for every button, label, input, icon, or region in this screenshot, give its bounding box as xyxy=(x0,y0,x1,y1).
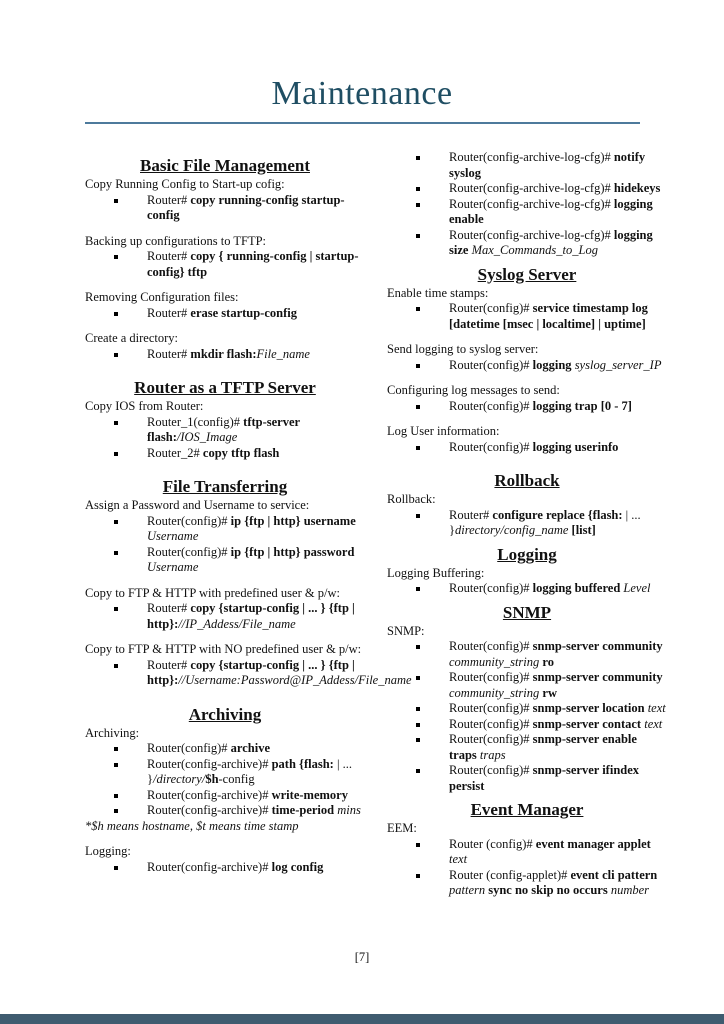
command-text-segment: //IP_Addess/File_name xyxy=(178,616,296,631)
command-item xyxy=(85,860,365,876)
page-number: [7] xyxy=(354,950,370,964)
command-text-segment: mins xyxy=(337,803,361,817)
command-item xyxy=(387,732,667,763)
group-label: Assign a Password and Username to service: xyxy=(85,498,310,512)
command-item xyxy=(387,301,667,332)
spacer xyxy=(85,576,365,586)
command-text-segment: community_string xyxy=(449,654,543,669)
spacer xyxy=(85,321,365,331)
spacer xyxy=(85,362,365,372)
spacer xyxy=(85,461,365,471)
command-text-segment: logging enable xyxy=(449,196,653,226)
command-item xyxy=(85,249,365,280)
command-text-segment: logging userinfo xyxy=(532,439,619,454)
section-heading: Basic File Management xyxy=(140,156,310,175)
command-item xyxy=(387,639,667,670)
command-text-segment: community_string xyxy=(449,685,543,700)
command-list xyxy=(387,639,667,794)
command-item xyxy=(387,150,667,181)
command-text-segment: Router# xyxy=(449,507,493,522)
command-text-segment: copy { running-config | startup-config} tftp xyxy=(147,249,359,279)
section-heading: SNMP xyxy=(502,602,552,622)
command-text-segment: rw xyxy=(542,685,557,700)
command-item xyxy=(387,228,667,259)
command-item xyxy=(85,306,365,322)
section-heading: File Transferring xyxy=(162,477,288,496)
command-text-segment: -config xyxy=(218,772,255,786)
command-text-segment: Router(config)# xyxy=(449,716,533,731)
group-label: Copy to FTP & HTTP with predefined user & p/w: xyxy=(85,585,340,600)
group-label: Rollback: xyxy=(387,492,436,506)
command-text-segment: Router(config)# xyxy=(449,639,533,653)
command-text-segment: text xyxy=(647,701,666,715)
command-list xyxy=(387,399,667,415)
group-label: SNMP: xyxy=(387,623,425,638)
command-text-segment: Router(config-archive-log-cfg)# xyxy=(449,181,614,195)
command-list xyxy=(387,508,667,539)
command-text-segment: text xyxy=(644,716,663,731)
command-list xyxy=(85,249,365,280)
command-text-segment: ip {ftp | http} password xyxy=(230,544,355,559)
command-text-segment: Router (config-applet)# xyxy=(449,867,571,882)
group-label: Removing Configuration files: xyxy=(85,290,239,304)
command-text-segment: snmp-server location xyxy=(532,701,648,715)
command-text-segment: [list] xyxy=(571,523,596,537)
command-text-segment: | ... } xyxy=(147,756,352,786)
command-text-segment: Router_2# xyxy=(147,445,203,460)
command-text-segment: Router# xyxy=(147,192,191,207)
command-text-segment: log config xyxy=(271,859,324,874)
command-text-segment: Router# xyxy=(147,601,191,615)
command-text-segment: event manager applet xyxy=(535,836,651,851)
spacer xyxy=(85,280,365,290)
spacer xyxy=(85,632,365,642)
command-item xyxy=(85,601,365,632)
content-columns xyxy=(0,124,724,899)
group-label: Copy to FTP & HTTP with NO predefined user & p/w: xyxy=(85,642,362,656)
spacer xyxy=(387,414,667,424)
command-text-segment: Router(config)# xyxy=(449,581,533,595)
section-heading: Event Manager xyxy=(470,800,584,819)
section-heading: Logging xyxy=(497,544,557,564)
command-text-segment: snmp-server community xyxy=(532,639,663,653)
command-list xyxy=(387,581,667,597)
command-text-segment: copy {startup-config | ... } {ftp | http}: xyxy=(147,657,355,687)
command-text-segment: pattern xyxy=(449,883,489,897)
command-text-segment: Router(config-archive)# xyxy=(147,787,272,802)
command-list xyxy=(85,415,365,462)
command-text-segment: notify syslog xyxy=(449,150,646,180)
command-item xyxy=(387,701,667,717)
command-text-segment: Router# xyxy=(147,346,191,361)
command-item xyxy=(387,717,667,733)
command-list xyxy=(85,657,412,689)
command-text-segment: Router(config)# xyxy=(449,670,533,684)
page-title: Maintenance xyxy=(271,75,453,112)
command-text-segment: ro xyxy=(542,654,554,669)
command-text-segment: archive xyxy=(230,741,270,755)
command-text-segment: Router(config-archive-log-cfg)# xyxy=(449,196,614,211)
command-text-segment: copy {startup-config | ... } {ftp | http}: xyxy=(147,601,355,631)
command-item xyxy=(85,545,365,576)
command-text-segment: Router# xyxy=(147,305,191,320)
command-text-segment: service timestamp log [datetime [msec | localtime] | uptime] xyxy=(449,301,648,331)
command-text-segment: snmp-server community xyxy=(532,670,663,684)
group-label: Send logging to syslog server: xyxy=(387,342,539,356)
command-text-segment: mkdir flash: xyxy=(190,346,257,361)
command-text-segment: Router(config)# xyxy=(449,732,533,746)
command-text-segment: Router(config)# xyxy=(449,439,533,454)
footnote: *$h means hostname, $t means time stamp xyxy=(85,818,299,833)
command-list xyxy=(85,347,365,363)
command-item xyxy=(85,757,365,788)
command-text-segment: tftp-server flash: xyxy=(147,414,300,444)
command-text-segment: Router(config)# xyxy=(147,741,231,755)
command-item xyxy=(85,446,365,462)
command-text-segment: | ... } xyxy=(449,507,641,537)
command-text-segment: logging trap [0 - 7] xyxy=(532,398,632,413)
column-right xyxy=(387,150,667,899)
group-label: Copy Running Config to Start-up cofig: xyxy=(85,177,285,191)
command-text-segment: /IOS_Image xyxy=(176,430,238,444)
command-item xyxy=(387,868,667,899)
group-label: Archiving: xyxy=(85,725,140,740)
command-item xyxy=(85,347,365,363)
command-item xyxy=(387,837,667,868)
group-label: Copy IOS from Router: xyxy=(85,399,204,413)
command-list xyxy=(85,193,365,224)
command-text-segment: Router(config-archive)# xyxy=(147,803,272,817)
group-label: Logging: xyxy=(85,844,131,858)
command-text-segment: Router(config-archive-log-cfg)# xyxy=(449,150,614,164)
command-text-segment: copy tftp flash xyxy=(202,445,280,460)
spacer xyxy=(387,332,667,342)
command-text-segment: Max_Commands_to_Log xyxy=(471,243,598,257)
group-label: EEM: xyxy=(387,821,417,835)
command-text-segment: time-period xyxy=(271,803,338,817)
command-text-segment: hidekeys xyxy=(613,181,661,195)
command-item xyxy=(387,181,667,197)
command-text-segment: /directory/ xyxy=(153,772,206,786)
command-list xyxy=(387,837,667,899)
command-text-segment: File_name xyxy=(256,346,310,361)
command-item xyxy=(85,741,365,757)
command-text-segment: Router(config)# xyxy=(449,398,533,413)
command-item xyxy=(387,670,667,701)
command-text-segment: Router# xyxy=(147,657,191,672)
command-text-segment: Router(config-archive)# xyxy=(147,756,272,771)
spacer xyxy=(85,834,365,844)
command-list xyxy=(387,358,667,374)
command-text-segment: Router(config)# xyxy=(449,701,533,715)
command-item xyxy=(387,763,667,794)
group-label: Log User information: xyxy=(387,424,500,438)
command-text-segment: event cli pattern xyxy=(570,867,658,882)
command-text-segment: Router(config)# xyxy=(449,357,533,372)
command-text-segment: Router (config)# xyxy=(449,836,536,851)
command-text-segment: text xyxy=(449,852,468,866)
group-label: Logging Buffering: xyxy=(387,565,485,580)
command-text-segment: Router# xyxy=(147,249,191,263)
command-item xyxy=(85,657,412,689)
group-label: Configuring log messages to send: xyxy=(387,383,560,397)
command-text-segment: path {flash: xyxy=(271,756,337,771)
command-item xyxy=(85,803,365,819)
command-text-segment: write-memory xyxy=(271,787,348,802)
command-text-segment: directory/config_name xyxy=(455,523,572,537)
footer-accent-bar xyxy=(0,1014,724,1024)
command-text-segment: Username xyxy=(147,529,199,543)
command-text-segment: Router(config)# xyxy=(147,513,231,528)
command-list xyxy=(387,301,667,332)
command-item xyxy=(85,415,365,446)
command-text-segment: configure replace {flash: xyxy=(492,507,626,522)
command-text-segment: Router(config)# xyxy=(449,763,533,777)
command-item xyxy=(387,399,667,415)
command-text-segment: snmp-server enable traps xyxy=(449,732,637,762)
command-item xyxy=(85,193,365,224)
spacer xyxy=(387,373,667,383)
command-list xyxy=(85,514,365,576)
command-list xyxy=(85,860,365,876)
command-list xyxy=(387,440,667,456)
command-text-segment: Router(config)# xyxy=(449,301,533,315)
command-text-segment: Router(config-archive-log-cfg)# xyxy=(449,227,614,242)
command-item xyxy=(387,581,667,597)
command-text-segment: //Username:Password@IP_Addess/File_name xyxy=(178,673,412,687)
command-text-segment: Username xyxy=(147,560,199,574)
command-text-segment: ip {ftp | http} username xyxy=(230,513,356,528)
command-text-segment: sync no skip no occurs xyxy=(488,883,611,897)
group-label: Backing up configurations to TFTP: xyxy=(85,233,267,248)
command-text-segment: snmp-server ifindex persist xyxy=(449,763,640,793)
command-text-segment: snmp-server contact xyxy=(532,716,645,731)
group-label: Create a directory: xyxy=(85,331,179,345)
command-text-segment: Router(config)# xyxy=(147,544,231,559)
command-text-segment: copy running-config startup-config xyxy=(147,192,345,222)
command-list xyxy=(85,741,365,819)
command-item xyxy=(387,440,667,456)
command-text-segment: logging size xyxy=(449,227,653,257)
command-text-segment: syslog_server_IP xyxy=(574,357,662,372)
command-item xyxy=(387,508,667,539)
spacer xyxy=(387,455,667,465)
command-text-segment: Router_1(config)# xyxy=(147,414,244,429)
command-list xyxy=(387,150,667,259)
command-text-segment: Router(config-archive)# xyxy=(147,859,272,874)
spacer xyxy=(85,224,365,234)
command-text-segment: Level xyxy=(623,581,651,595)
group-label: Enable time stamps: xyxy=(387,285,489,300)
command-item xyxy=(387,197,667,228)
command-item xyxy=(85,788,365,804)
command-text-segment: $h xyxy=(205,772,219,786)
command-item xyxy=(85,514,365,545)
section-heading: Router as a TFTP Server xyxy=(134,378,316,397)
section-heading: Archiving xyxy=(188,704,262,724)
section-heading: Rollback xyxy=(494,471,560,490)
section-heading: Syslog Server xyxy=(477,264,577,284)
command-text-segment: number xyxy=(610,883,650,897)
command-list xyxy=(85,601,365,632)
command-text-segment: erase startup-config xyxy=(190,305,297,320)
spacer xyxy=(85,689,365,699)
command-text-segment: traps xyxy=(479,747,506,762)
command-list xyxy=(85,306,365,322)
command-text-segment: logging buffered xyxy=(532,581,624,595)
command-text-segment: logging xyxy=(532,357,575,372)
command-item xyxy=(387,358,667,374)
